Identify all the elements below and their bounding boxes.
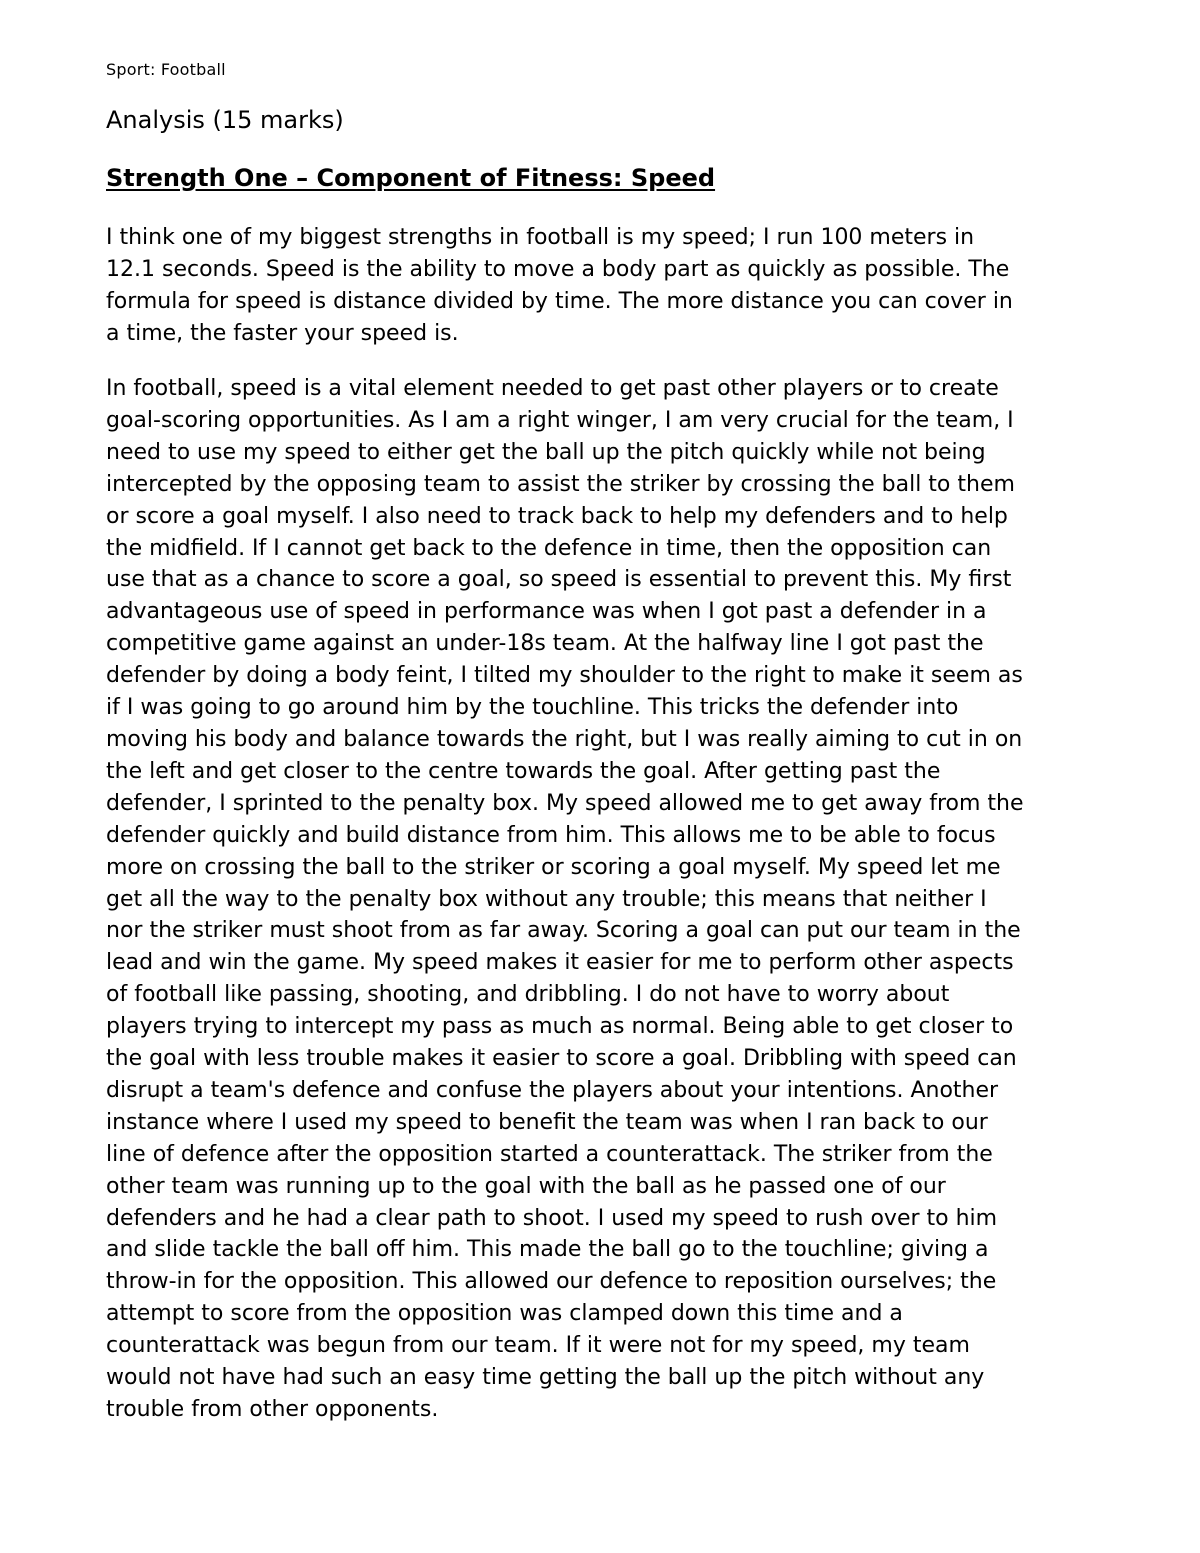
subject-line: Sport: Football <box>106 60 226 79</box>
text-line: and slide tackle the ball off him. This made the ball go to the touchline; giving a <box>106 1237 989 1263</box>
text-line: a time, the faster your speed is. <box>106 320 459 346</box>
text-line: nor the striker must shoot from as far away. Scoring a goal can put our team in the <box>106 918 1021 944</box>
text-line: In football, speed is a vital element needed to get past other players or to create <box>106 376 999 401</box>
paragraph-speed-in-football <box>106 373 1096 1426</box>
text-line: attempt to score from the opposition was clamped down this time and a <box>106 1301 903 1327</box>
text-line: or score a goal myself. I also need to track back to help my defenders and to help <box>106 503 1008 529</box>
text-line: the midfield. If I cannot get back to the defence in time, then the opposition can <box>106 535 992 561</box>
text-line: other team was running up to the goal with the ball as he passed one of our <box>106 1173 946 1199</box>
text-line: the left and get closer to the centre towards the goal. After getting past the <box>106 758 941 784</box>
text-line: disrupt a team's defence and confuse the players about your intentions. Another <box>106 1077 999 1103</box>
text-line: if I was going to go around him by the touchline. This tricks the defender into <box>106 695 959 721</box>
text-line: get all the way to the penalty box without any trouble; this means that neither I <box>106 886 987 912</box>
text-line: lead and win the game. My speed makes it easier for me to perform other aspects <box>106 950 1014 976</box>
text-line: the goal with less trouble makes it easier to score a goal. Dribbling with speed can <box>106 1046 1017 1072</box>
text-line: formula for speed is distance divided by time. The more distance you can cover in <box>106 288 1013 314</box>
text-line: competitive game against an under-18s team. At the halfway line I got past the <box>106 631 984 657</box>
section-title: Analysis (15 marks) <box>106 106 344 134</box>
text-line: counterattack was begun from our team. If it were not for my speed, my team <box>106 1333 970 1359</box>
text-line: goal-scoring opportunities. As I am a right winger, I am very crucial for the team, I <box>106 407 1014 433</box>
text-line: defender by doing a body feint, I tilted my shoulder to the right to make it seem as <box>106 663 1023 689</box>
text-line: defenders and he had a clear path to shoot. I used my speed to rush over to him <box>106 1205 998 1231</box>
text-line: instance where I used my speed to benefit the team was when I ran back to our <box>106 1109 988 1135</box>
text-line: 12.1 seconds. Speed is the ability to move a body part as quickly as possible. The <box>106 256 1010 282</box>
text-line: intercepted by the opposing team to assist the striker by crossing the ball to them <box>106 471 1015 497</box>
text-line: of football like passing, shooting, and dribbling. I do not have to worry about <box>106 982 950 1008</box>
text-line: players trying to intercept my pass as much as normal. Being able to get closer to <box>106 1014 1014 1040</box>
paragraph-speed-definition <box>106 222 1096 350</box>
text-line: more on crossing the ball to the striker or scoring a goal myself. My speed let me <box>106 854 1001 880</box>
text-line: advantageous use of speed in performance was when I got past a defender in a <box>106 599 987 625</box>
text-line: line of defence after the opposition started a counterattack. The striker from the <box>106 1141 993 1167</box>
strength-heading: Strength One – Component of Fitness: Speed <box>106 164 716 192</box>
text-line: would not have had such an easy time getting the ball up the pitch without any <box>106 1365 985 1391</box>
text-line: throw-in for the opposition. This allowed our defence to reposition ourselves; the <box>106 1269 997 1295</box>
text-line: defender quickly and build distance from him. This allows me to be able to focus <box>106 822 996 848</box>
text-line: need to use my speed to either get the ball up the pitch quickly while not being <box>106 439 986 465</box>
text-line: defender, I sprinted to the penalty box. My speed allowed me to get away from the <box>106 790 1024 816</box>
text-line: use that as a chance to score a goal, so speed is essential to prevent this. My first <box>106 567 1012 593</box>
text-line: trouble from other opponents. <box>106 1397 439 1422</box>
text-line: moving his body and balance towards the right, but I was really aiming to cut in on <box>106 726 1023 752</box>
text-line: I think one of my biggest strengths in football is my speed; I run 100 meters in <box>106 225 975 250</box>
